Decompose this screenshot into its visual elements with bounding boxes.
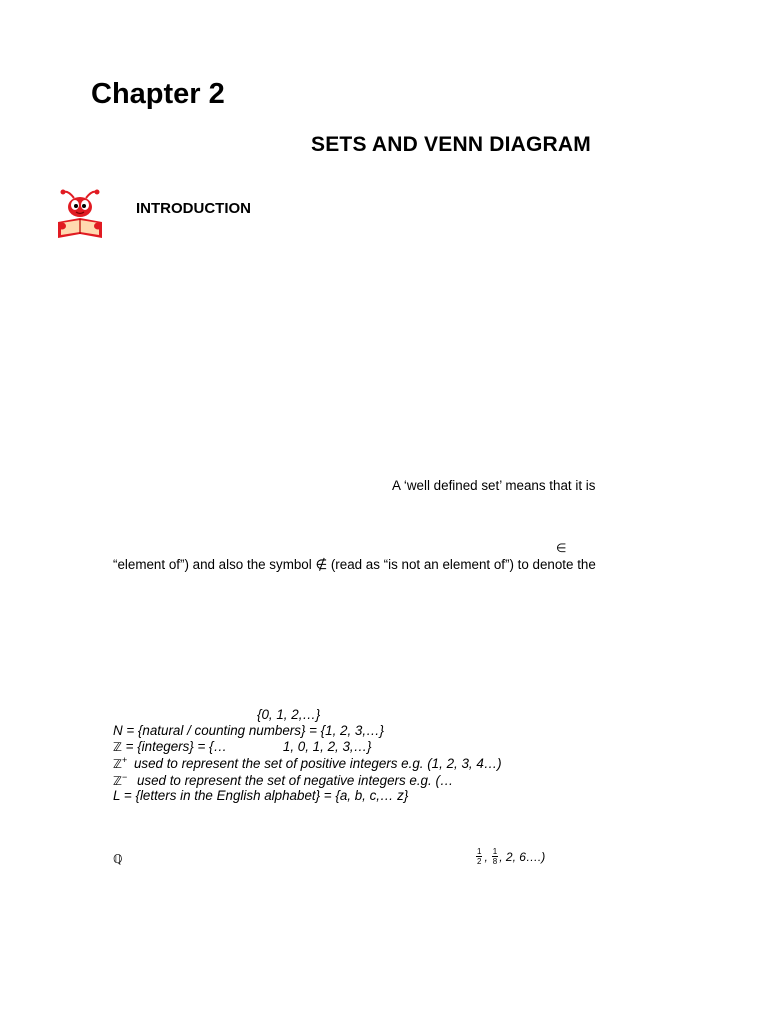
fraction-one-eighth: $\frac{1}{8}$ <box>492 847 498 866</box>
positive-superscript: + <box>121 755 128 765</box>
negative-integers-symbol: ℤ <box>113 774 122 788</box>
reading-ant-icon <box>52 188 110 242</box>
positive-integers-line <box>113 755 502 771</box>
negative-integers-line <box>113 772 453 788</box>
letters-line: L = {letters in the English alphabet} = {a, b, c,… z} <box>113 788 409 803</box>
rational-example: $\frac{1}{2}$ , $\frac{1}{8}$ , 2, 6….) <box>477 847 546 866</box>
natural-numbers-line: N = {natural / counting numbers} = {1, 2, 3,…} <box>113 723 384 738</box>
positive-integers-text: used to represent the set of positive integers e.g. (1, 2, 3, 4…) <box>133 756 502 771</box>
fraction-one-half: $\frac{1}{2}$ <box>477 847 482 866</box>
positive-integers-symbol: ℤ <box>113 757 122 771</box>
main-title: SETS AND VENN DIAGRAM <box>311 133 591 156</box>
chapter-title: Chapter 2 <box>91 78 225 110</box>
integers-symbol: ℤ <box>113 740 122 754</box>
rational-tail: , 2, 6….) <box>499 849 546 864</box>
introduction-heading: INTRODUCTION <box>136 200 251 217</box>
element-of-symbol: ∈ <box>556 541 567 555</box>
element-of-text: “element of”) and also the symbol ∉ (read as “is not an element of”) to denote the <box>113 557 596 572</box>
negative-integers-text: used to represent the set of negative integers e.g. (… <box>136 773 454 788</box>
rational-symbol: ℚ <box>113 852 123 866</box>
negative-superscript: − <box>121 772 128 782</box>
integers-definition: = {integers} = {… <box>121 739 227 754</box>
whole-numbers-line: {0, 1, 2,…} <box>257 707 321 722</box>
integers-values: 1, 0, 1, 2, 3,…} <box>282 739 372 754</box>
integers-line <box>113 739 372 754</box>
well-defined-text: A ‘well defined set’ means that it is <box>392 478 596 493</box>
